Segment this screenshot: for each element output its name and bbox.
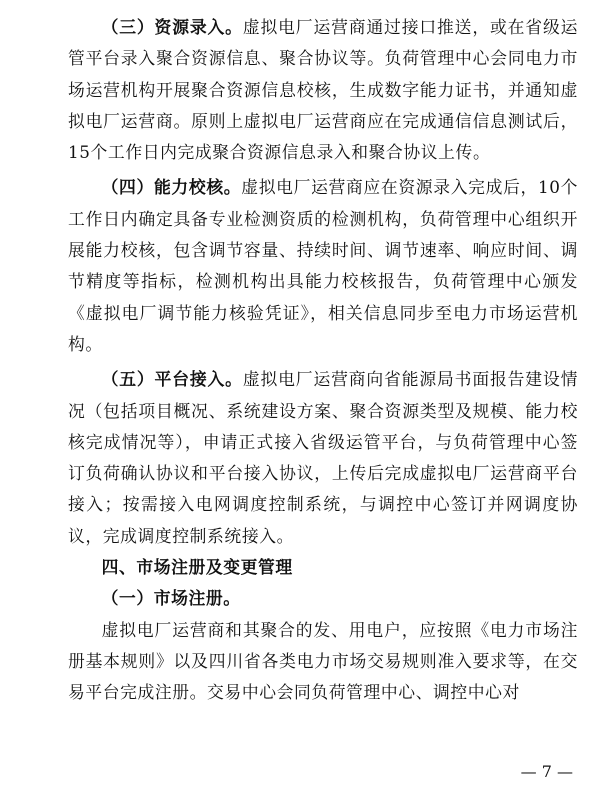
section-label: （四）能力校核。 bbox=[101, 177, 242, 198]
section-platform-access bbox=[68, 364, 578, 552]
page-number: — 7 — bbox=[520, 762, 573, 781]
section-text: 虚拟电厂运营商向省能源局书面报告建设情况（包括项目概况、系统建设方案、聚合资源类型及规模、能力校核完成情况等），申请正式接入省级运管平台，与负荷管理中心签订负荷确认协议和平台接入协议，上传后完成虚拟电厂运营商平台接入；按需接入电网调度控制系统，与调控中心签订并网调度协议，完成调度控制系统接入。 bbox=[68, 369, 578, 546]
subsection-heading: （一）市场注册。 bbox=[101, 588, 241, 609]
section-text: 虚拟电厂运营商通过接口推送，或在省级运管平台录入聚合资源信息、聚合协议等。负荷管理中心会同电力市场运营机构开展聚合资源信息校核，生成数字能力证书，并通知虚拟电厂运营商。原则上虚拟电厂运营商应在完成通信信息测试后，15个工作日内完成聚合资源信息录入和聚合协议上传。 bbox=[68, 17, 578, 163]
document-body bbox=[68, 12, 578, 709]
section-label: （五）平台接入。 bbox=[101, 369, 243, 390]
market-registration-paragraph: 虚拟电厂运营商和其聚合的发、用电户，应按照《电力市场注册基本规则》以及四川省各类电力市场交易规则准入要求等，在交易平台完成注册。交易中心会同负荷管理中心、调控中心对 bbox=[68, 619, 578, 703]
section-label: （三）资源录入。 bbox=[101, 17, 243, 37]
chapter-heading: 四、市场注册及变更管理 bbox=[101, 557, 293, 578]
section-capability-check bbox=[68, 172, 578, 360]
section-text: 虚拟电厂运营商应在资源录入完成后，10个工作日内确定具备专业检测资质的检测机构，负荷管理中心组织开展能力校核，包含调节容量、持续时间、调节速率、响应时间、调节精度等指标，检测机构出具能力校核报告，负荷管理中心颁发《虚拟电厂调节能力核验凭证》，相关信息同步至电力市场运营机构。 bbox=[68, 177, 578, 354]
section-resource-entry bbox=[68, 12, 578, 168]
